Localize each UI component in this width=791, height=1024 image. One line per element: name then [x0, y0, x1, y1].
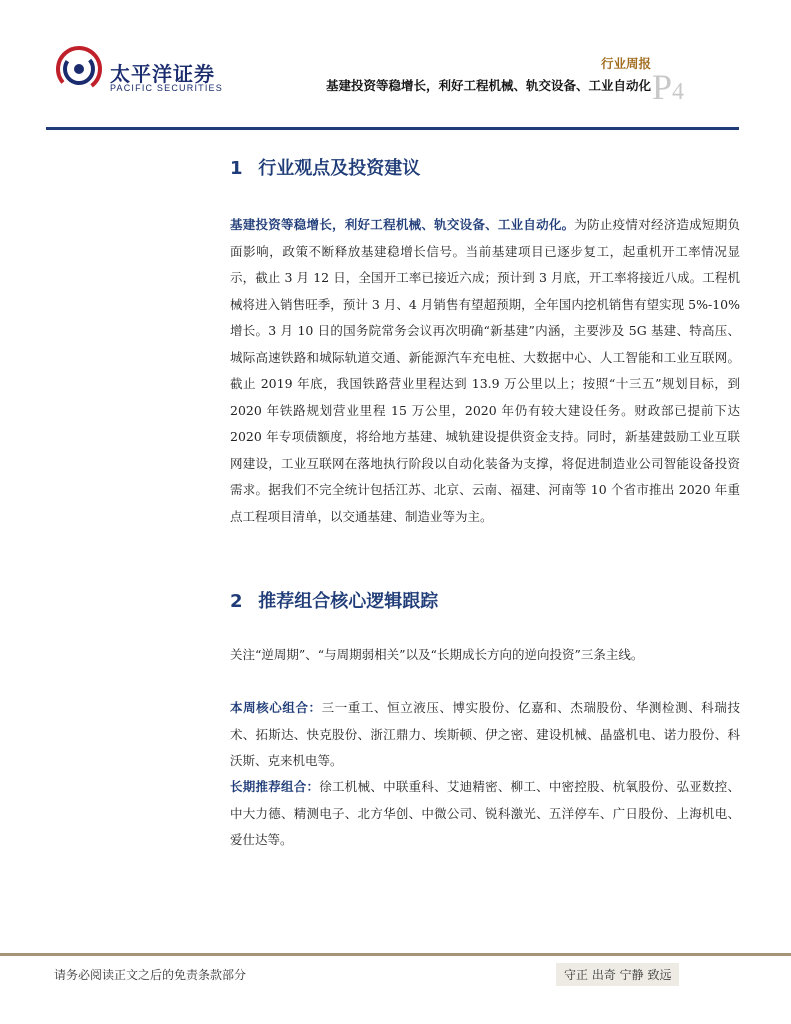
header-divider [46, 127, 739, 130]
footer-disclaimer: 请务必阅读正文之后的免责条款部分 [54, 968, 247, 982]
report-type: 行业周报 [600, 56, 651, 71]
long-term-portfolio-paragraph [230, 774, 740, 854]
company-logo [54, 44, 104, 94]
page-letter: P [652, 67, 673, 107]
page-digit: 4 [672, 79, 685, 105]
core-portfolio-paragraph [230, 695, 740, 775]
page-number [652, 66, 684, 108]
core-portfolio-label: 本周核心组合： [230, 700, 322, 715]
footer-motto: 守正 出奇 宁静 致远 [556, 963, 679, 986]
section-2-number: 2 [230, 591, 243, 612]
long-term-portfolio-label: 长期推荐组合： [230, 779, 320, 794]
footer-divider [0, 953, 791, 956]
section-2-heading [230, 587, 438, 613]
section-1-title: 行业观点及投资建议 [258, 158, 421, 179]
section-1-heading [230, 154, 420, 180]
core-portfolio-text: 三一重工、恒立液压、博实股份、亿嘉和、杰瑞股份、华测检测、科瑞技术、拓斯达、快克股份、浙江鼎力、埃斯顿、伊之密、建设机械、晶盛机电、诺力股份、科沃斯、克来机电等。 [230, 700, 740, 768]
section-1-paragraph [230, 212, 740, 530]
long-term-portfolio-text: 徐工机械、中联重科、艾迪精密、柳工、中密控股、杭氧股份、弘亚数控、中大力德、精测电子、北方华创、中微公司、锐科激光、五洋停车、广日股份、上海机电、爱仕达等。 [230, 779, 740, 847]
section-1-lead: 基建投资等稳增长，利好工程机械、轨交设备、工业自动化。 [230, 217, 575, 232]
section-2-title: 推荐组合核心逻辑跟踪 [258, 591, 439, 612]
report-title: 基建投资等稳增长，利好工程机械、轨交设备、工业自动化 [325, 78, 651, 93]
section-1-number: 1 [230, 158, 243, 179]
section-2-intro: 关注“逆周期”、“与周期弱相关”以及“长期成长方向的逆向投资”三条主线。 [230, 647, 644, 662]
brand-name-en: PACIFIC SECURITIES [110, 83, 223, 93]
brand-name-cn: 太平洋证券 [110, 62, 215, 86]
section-1-body: 为防止疫情对经济造成短期负面影响，政策不断释放基建稳增长信号。当前基建项目已逐步复工，起重机开工率情况显示，截止 3 月 12 日，全国开工率已接近六成；预计到 3 月底，开工率将接近八成。工程机械将进入销售旺季，预计 3 月、4 月销售有望超预期，全年国内挖机销售有望实现 5%-10%增长。3 月 10 日的国务院常务会议再次明确“新基建”内涵，主要涉及 5G 基建、特高压、城际高速铁路和城际轨道交通、新能源汽车充电桩、大数据中心、人工智能和工业互联网。截止 2019 年底，我国铁路营业里程达到 13.9 万公里以上；按照“十三五”规划目标，到 2020 年铁路规划营业里程 15 万公里，2020 年仍有较大建设任务。财政部已提前下达 2020 年专项债额度，将给地方基建、城轨建设提供资金支持。同时，新基建鼓励工业互联网建设，工业互联网在落地执行阶段以自动化装备为支撑，将促进制造业公司智能设备投资需求。据我们不完全统计包括江苏、北京、云南、福建、河南等 10 个省市推出 2020 年重点工程项目清单，以交通基建、制造业等为主。 [230, 217, 740, 524]
